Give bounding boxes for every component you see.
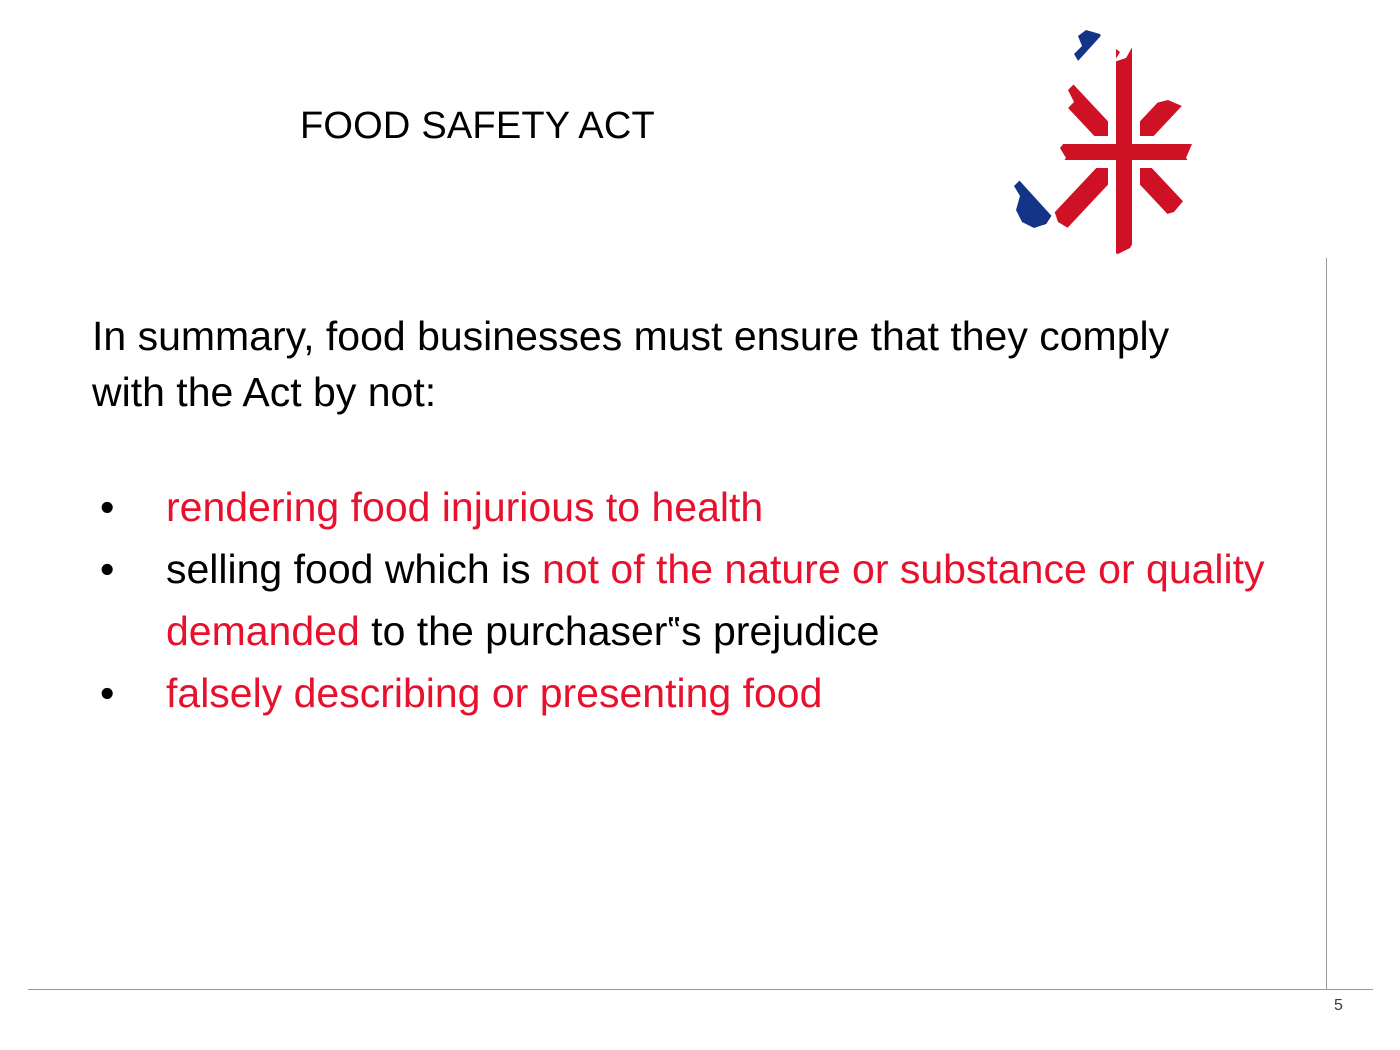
uk-map-flag-image: [1008, 28, 1240, 278]
right-vertical-divider: [1326, 258, 1327, 990]
page-title: FOOD SAFETY ACT: [300, 105, 655, 147]
bullet-marker-icon: •: [100, 670, 115, 716]
list-item: [92, 662, 1272, 724]
list-item: [92, 538, 1272, 662]
slide-body: [92, 308, 1272, 724]
bullet-2-text-highlight: not of the nature or substance or quality demanded: [166, 546, 1265, 654]
bullet-1-text: rendering food injurious to health: [166, 484, 764, 530]
bullet-2-text-part2: to the purchaser‟s prejudice: [359, 608, 880, 654]
page-number: 5: [1334, 997, 1343, 1014]
list-item: [92, 476, 1272, 538]
bullet-2-text-part1: selling food which is: [166, 546, 543, 592]
bullet-list: [92, 476, 1272, 724]
bullet-3-text: falsely describing or presenting food: [166, 670, 823, 716]
bullet-marker-icon: •: [100, 546, 115, 592]
intro-paragraph: In summary, food businesses must ensure that they comply with the Act by not:: [92, 313, 1170, 415]
bottom-horizontal-divider: [28, 989, 1373, 990]
bullet-marker-icon: •: [100, 484, 115, 530]
